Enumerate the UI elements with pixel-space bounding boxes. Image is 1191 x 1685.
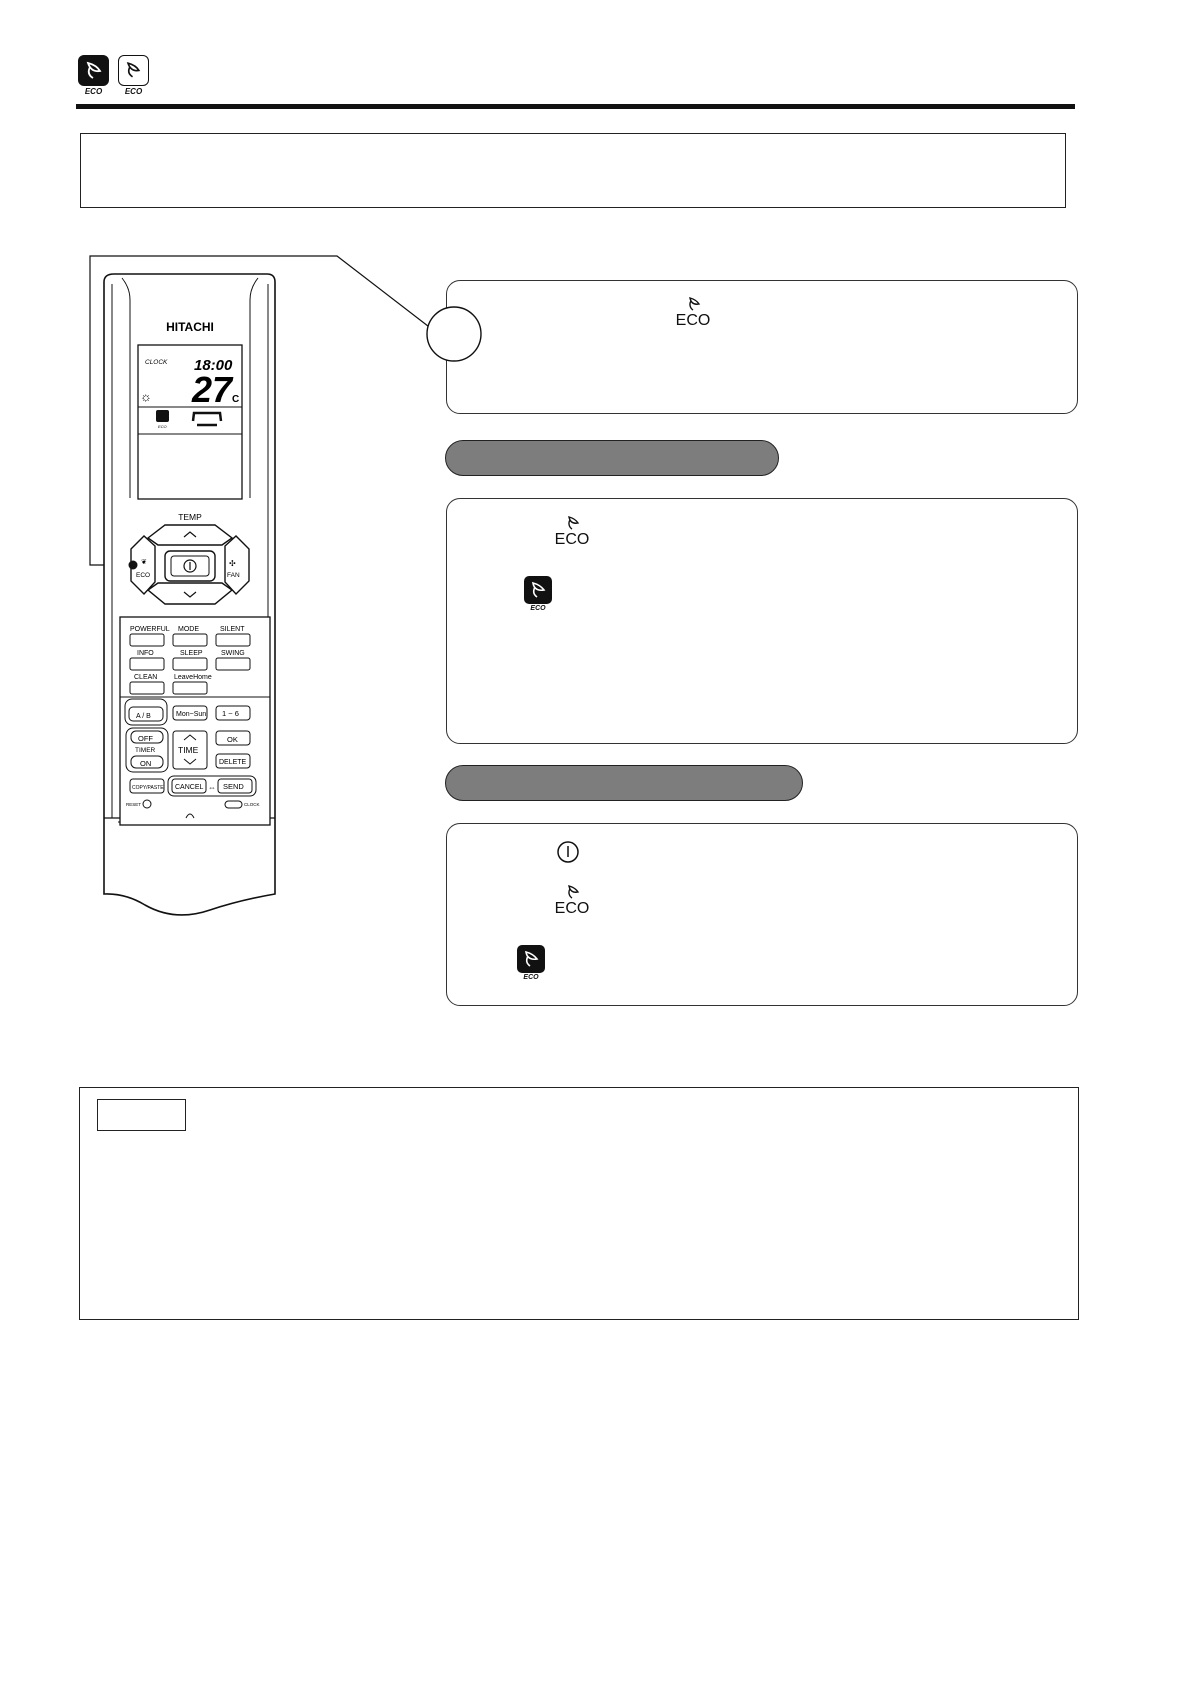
lcd-clock-label: CLOCK: [145, 359, 168, 366]
cancel-eco-chip-label: ECO: [523, 974, 539, 981]
send-arrow-icon: ⇔: [208, 783, 216, 792]
clock-label: CLOCK: [244, 802, 260, 807]
leave-home-label: LeaveHome: [174, 674, 212, 681]
lcd-temperature: 27: [192, 369, 233, 410]
ok-label: OK: [227, 735, 238, 744]
info-label: INFO: [137, 650, 154, 657]
temp-up-button: [148, 525, 232, 545]
start-eco-button-symbol: [552, 514, 592, 548]
info-button: [130, 658, 164, 670]
intro-text-box: [80, 133, 1066, 208]
lcd-eco-indicator-icon: [156, 410, 169, 422]
delete-label: DELETE: [219, 759, 247, 766]
powerful-label: POWERFUL: [130, 626, 170, 633]
start-eco-label: ECO: [554, 531, 590, 548]
remote-brand: HITACHI: [166, 320, 214, 334]
on-label: ON: [140, 759, 152, 768]
clean-button: [130, 682, 164, 694]
eco-filled-header-label: ECO: [84, 87, 103, 96]
eco-indicator-icon: [524, 576, 552, 604]
start-steps-panel: [446, 498, 1078, 744]
swing-button: [216, 658, 250, 670]
callout-step-circle: [425, 305, 483, 363]
cancel-section-heading: [445, 765, 803, 801]
reset-label: RESET: [126, 802, 142, 807]
off-label: OFF: [138, 734, 153, 743]
intro-eco-button-symbol: [673, 295, 713, 329]
eco-outline-header-label: ECO: [124, 87, 143, 96]
powerful-button: [130, 634, 164, 646]
eco-leaf-outline-icon: [118, 55, 149, 86]
reset-button: [143, 800, 151, 808]
note-label-box: [97, 1099, 186, 1131]
remote-temp-label: TEMP: [178, 512, 202, 522]
svg-text:A / B: A / B: [136, 713, 151, 720]
remote-eco-leaf-icon: ❦: [141, 559, 147, 566]
start-eco-indicator: [522, 576, 554, 612]
power-button-symbol-icon: [556, 840, 580, 864]
mode-button: [173, 634, 207, 646]
cancel-eco-button-symbol: [552, 883, 592, 917]
lcd-unit: C: [232, 394, 240, 405]
cancel-eco-label: ECO: [554, 900, 590, 917]
copy-paste-label: COPY/PASTE: [132, 785, 164, 791]
clock-button: [225, 801, 242, 808]
eco-button-marker-dot: [129, 561, 138, 570]
sleep-button: [173, 658, 207, 670]
lcd-sun-icon: ☼: [140, 389, 152, 404]
eco-leaf-icon: [563, 514, 581, 532]
lcd-clock-value: 18:00: [194, 357, 233, 374]
mode-label: MODE: [178, 626, 199, 633]
header-rule: [76, 104, 1075, 109]
remote-eco-label: ECO: [136, 572, 151, 579]
start-section-heading: [445, 440, 779, 476]
remote-fan-label: FAN: [227, 572, 240, 579]
silent-button: [216, 634, 250, 646]
cancel-label: CANCEL: [175, 784, 204, 791]
eco-filled-header-icon: [78, 55, 109, 96]
mon-sun-label: Mon~Sun: [176, 711, 207, 718]
swing-label: SWING: [221, 650, 245, 657]
clean-label: CLEAN: [134, 674, 158, 681]
start-eco-chip-label: ECO: [530, 605, 546, 612]
eco-leaf-icon: [563, 883, 581, 901]
cancel-eco-indicator: [515, 945, 547, 981]
timer-label: TIMER: [135, 747, 156, 754]
send-label: SEND: [223, 782, 244, 791]
eco-leaf-icon: [684, 295, 702, 313]
time-label: TIME: [178, 745, 199, 755]
intro-eco-label: ECO: [675, 312, 711, 329]
eco-indicator-icon: [517, 945, 545, 973]
lcd-eco-indicator-label: ECO: [158, 424, 167, 429]
one-six-label: 1 ~ 6: [222, 709, 239, 718]
eco-leaf-filled-icon: [78, 55, 109, 86]
note-box: [79, 1087, 1079, 1320]
leave-home-button: [173, 682, 207, 694]
silent-label: SILENT: [220, 626, 245, 633]
eco-outline-header-icon: [118, 55, 149, 96]
callout-panel: [446, 280, 1078, 414]
remote-fan-icon: ✣: [229, 559, 236, 568]
temp-down-button: [148, 583, 232, 604]
remote-control-illustration: [0, 240, 460, 920]
sleep-label: SLEEP: [180, 650, 203, 657]
